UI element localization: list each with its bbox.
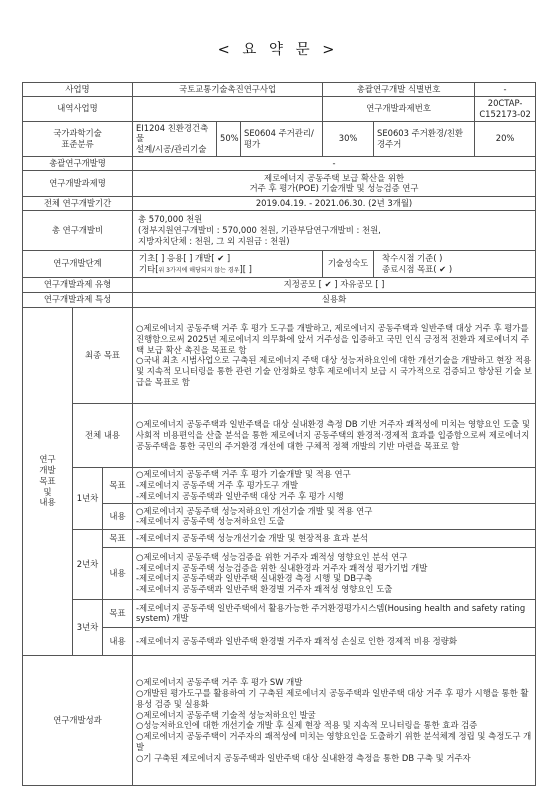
content-group-label: 연구 개발 목표 및 내용 bbox=[23, 307, 73, 655]
science-class-1-pct: 50% bbox=[217, 121, 241, 156]
year2-content-label: 내용 bbox=[103, 547, 133, 599]
overall-id-value: - bbox=[475, 83, 536, 97]
project-name-label: 사업명 bbox=[23, 83, 133, 97]
year1-content-text: ○제로에너지 공동주택 성능저하요인 개선기술 개발 및 적용 연구 -제로에너지 공동주택 성능저하요인 도출 bbox=[133, 503, 536, 529]
year3-goal-label: 목표 bbox=[103, 599, 133, 627]
year2-goal-text: -제로에너지 공동주택 성능개선기술 개발 및 현장적용 효과 분석 bbox=[133, 529, 536, 547]
page-title: < 요 약 문 > bbox=[217, 42, 339, 58]
budget-label: 총 연구개발비 bbox=[23, 210, 133, 250]
stage-value: 기초[ ] 응용[ ] 개발[ ✔ ] 기타[위 3가지에 해당되지 않는 경우][ ] bbox=[133, 250, 323, 277]
overall-name-value: - bbox=[133, 156, 536, 170]
period-label: 전체 연구개발기간 bbox=[23, 196, 133, 210]
detail-project-label: 내역사업명 bbox=[23, 97, 133, 122]
year1-goal-label: 목표 bbox=[103, 467, 133, 503]
year1-content-label: 내용 bbox=[103, 503, 133, 529]
project-name-value: 국토교통기술촉진연구사업 bbox=[133, 83, 323, 97]
results-text: ○제로에너지 공동주택 거주 후 평가 SW 개발 ○개발된 평가도구를 활용하여 기 구축된 제로에너지 공동주택과 일반주택 대상 거주 후 평가 시행을 통한 활용성 검증 및 실용화 ○제로에너지 공동주택 기술적 성능저하요인 발굴 ○성능저하요인에 대한 개선기술 개발 후 실제 현장 적용 및 지속적 모니터링을 통한 효과 검증 ○제로에너지 공동주택이 거주자의 쾌적성에 미치는 영향요인을 도출하기 위한 분석체계 정립 및 측정도구 개발 ○기 구축된 제로에너지 공동주택과 일반주택 대상 실내환경 측정을 통한 DB 구축 및 거주자 bbox=[133, 655, 536, 785]
overall-id-label: 총괄연구개발 식별번호 bbox=[323, 83, 475, 97]
summary-table bbox=[22, 82, 536, 786]
science-class-2-pct: 30% bbox=[323, 121, 374, 156]
task-number-label: 연구개발과제번호 bbox=[323, 97, 475, 122]
character-label: 연구개발과제 특성 bbox=[23, 292, 133, 307]
science-class-3: SE0603 주거환경/친환경주거 bbox=[374, 121, 475, 156]
final-goal-label: 최종 목표 bbox=[73, 307, 133, 403]
year3-content-text: -제로에너지 공동주택과 일반주택 환경별 거주자 쾌적성 손실로 인한 경제적 비용 정량화 bbox=[133, 627, 536, 655]
science-class-1: EI1204 친환경건축물 설계/시공/관리기술 bbox=[133, 121, 217, 156]
year3-content-label: 내용 bbox=[103, 627, 133, 655]
year2-content-text: ○제로에너지 공동주택 성능검증을 위한 거주자 쾌적성 영향요인 분석 연구 -제로에너지 공동주택 성능검증을 위한 실내환경과 거주자 쾌적성 평가기법 개발 -제로에너지 공동주택과 일반주택 실내환경 측정 시행 및 DB구축 -제로에너지 공동주택과 일반주택 환경별 거주자 쾌적성 영향요인 도출 bbox=[133, 547, 536, 599]
maturity-value: 착수시점 기준( ) 종료시점 목표( ✔ ) bbox=[374, 250, 536, 277]
year3-goal-text: -제로에너지 공동주택 일반주택에서 활용가능한 주거환경평가시스템(Housing health and safety rating system) 개발 bbox=[133, 599, 536, 627]
overall-content-text: ○제로에너지 공동주택과 일반주택을 대상 실내환경 측정 DB 기반 거주자 쾌적성에 미치는 영향요인 도출 및 사회적 비용편익을 산출 분석을 통한 제로에너지 공동주택의 환경적·경제적 효과를 입증함으로써 제로에너지 공동주택을 통한 국민의 주거환경 개선에 대한 구체적 정책 개발의 기반 마련을 목표로 함 bbox=[133, 403, 536, 467]
science-class-2: SE0604 주거관리/평가 bbox=[241, 121, 323, 156]
year1-label: 1년차 bbox=[73, 467, 103, 529]
task-name-value: 제로에너지 공동주택 보급 확산을 위한 거주 후 평가(POE) 기술개발 및 성능검증 연구 bbox=[133, 170, 536, 196]
type-value: 지정공모 [ ✔ ] 자유공모 [ ] bbox=[133, 277, 536, 292]
year2-label: 2년차 bbox=[73, 529, 103, 599]
year2-goal-label: 목표 bbox=[103, 529, 133, 547]
year3-label: 3년차 bbox=[73, 599, 103, 655]
final-goal-text: ○제로에너지 공동주택 거주 후 평가 도구를 개발하고, 제로에너지 공동주택과 일반주택 대상 거주 후 평가를 진행함으로써 2025년 제로에너지 의무화에 앞서 거주성을 입증하고 국민 인식 긍정적 전환과 제로에너지 주택 보급 확산 촉진을 목표로 함 ○국내 최초 시범사업으로 구축된 제로에너지 주택 대상 성능저하요인에 대한 개선기술을 개발하고 현장 적용 및 지속적 모니터링을 통한 관련 기술 안정화로 향후 제로에너지 보급 시 국가적으로 검증되고 향상된 기술 보급을 목표로 함 bbox=[133, 307, 536, 403]
maturity-label: 기술성숙도 bbox=[323, 250, 374, 277]
science-class-label: 국가과학기술 표준분류 bbox=[23, 121, 133, 156]
overall-content-label: 전체 내용 bbox=[73, 403, 133, 467]
results-label: 연구개발성과 bbox=[23, 655, 133, 785]
period-value: 2019.04.19. - 2021.06.30. (2년 3개월) bbox=[133, 196, 536, 210]
task-number-value: 20CTAP-C152173-02 bbox=[475, 97, 536, 122]
character-value: 실용화 bbox=[133, 292, 536, 307]
detail-project-value bbox=[133, 97, 323, 122]
science-class-3-pct: 20% bbox=[475, 121, 536, 156]
overall-name-label: 총괄연구개발명 bbox=[23, 156, 133, 170]
task-name-label: 연구개발과제명 bbox=[23, 170, 133, 196]
type-label: 연구개발과제 유형 bbox=[23, 277, 133, 292]
stage-label: 연구개발단계 bbox=[23, 250, 133, 277]
budget-value: 총 570,000 천원 (정부지원연구개발비 : 570,000 천원, 기관부담연구개발비 : 천원, 지방자치단체 : 천원, 그 외 지원금 : 천원) bbox=[133, 210, 536, 250]
year1-goal-text: ○제로에너지 공동주택 거주 후 평가 기술개발 및 적용 연구 -제로에너지 공동주택 거주 후 평가도구 개발 -제로에너지 공동주택과 일반주택 대상 거주 후 평가 시행 bbox=[133, 467, 536, 503]
